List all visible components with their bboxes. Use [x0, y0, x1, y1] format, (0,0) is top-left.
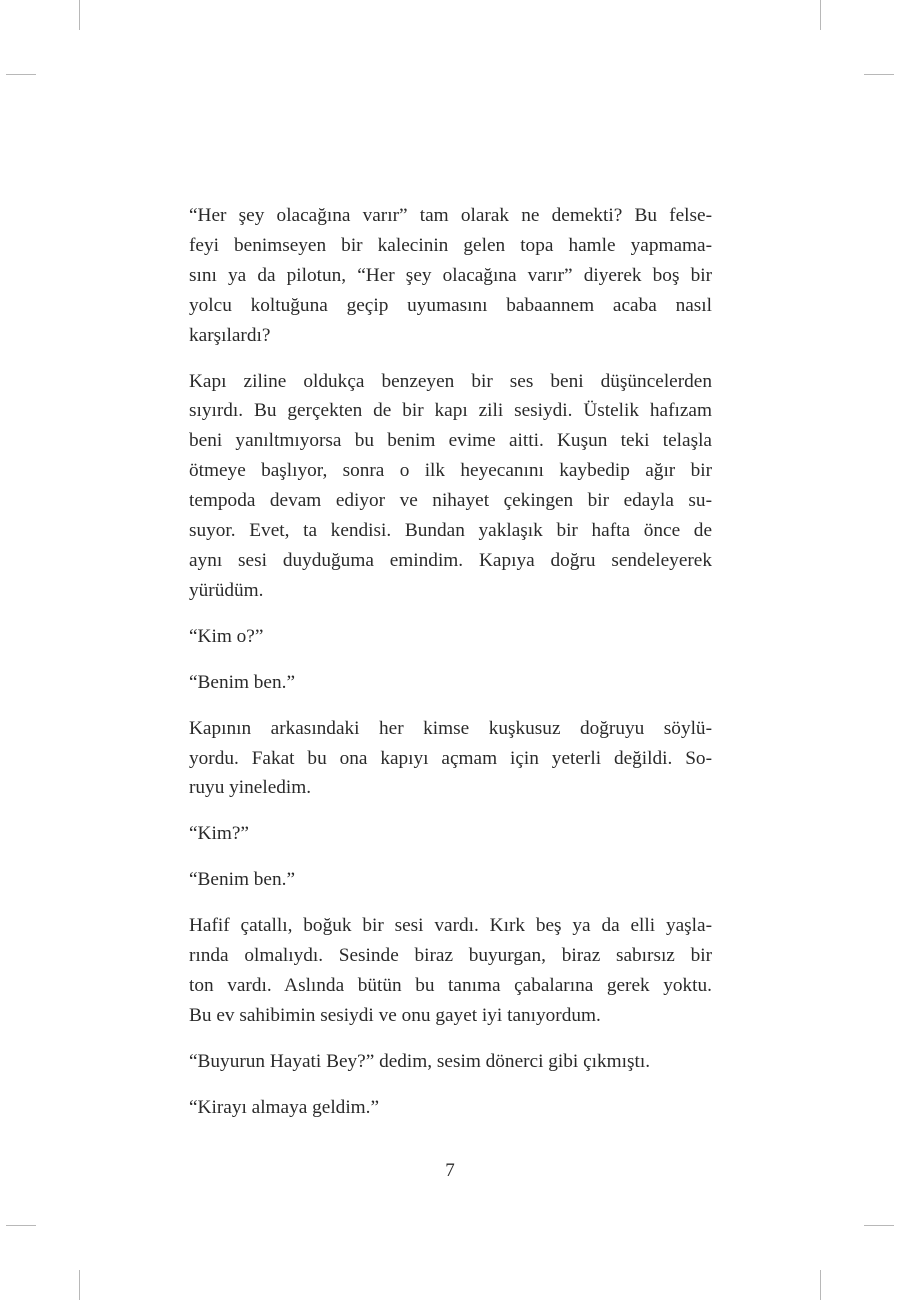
paragraph — [189, 819, 712, 849]
text-line: “Buyurun Hayati Bey?” dedim, sesim dönerci gibi çıkmıştı. — [189, 1050, 651, 1072]
crop-mark-top-right-vertical — [820, 0, 821, 30]
crop-mark-top-left-horizontal — [6, 74, 36, 75]
text-line: “Kim?” — [189, 823, 249, 845]
paragraph — [189, 714, 712, 804]
text-line: Kapının arkasındaki her kimse kuşkusuz doğruyu söylü- — [189, 717, 712, 739]
text-line: ton vardı. Aslında bütün bu tanıma çabalarına gerek yoktu. — [189, 974, 712, 996]
body-text — [189, 201, 712, 1139]
crop-mark-top-right-horizontal — [864, 74, 894, 75]
text-line: feyi benimseyen bir kalecinin gelen topa hamle yapmama- — [189, 234, 712, 256]
text-line: sıyırdı. Bu gerçekten de bir kapı zili sesiydi. Üstelik hafızam — [189, 400, 712, 422]
crop-mark-bottom-right-horizontal — [864, 1225, 894, 1226]
text-line: ruyu yineledim. — [189, 777, 312, 799]
text-line: Bu ev sahibimin sesiydi ve onu gayet iyi tanıyordum. — [189, 1004, 601, 1026]
text-line: aynı sesi duyduğuma emindim. Kapıya doğru sendeleyerek — [189, 549, 712, 571]
paragraph — [189, 911, 712, 1031]
paragraph — [189, 201, 712, 351]
text-line: “Benim ben.” — [189, 671, 296, 693]
paragraph — [189, 865, 712, 895]
paragraph — [189, 1093, 712, 1123]
text-line: yürüdüm. — [189, 579, 264, 601]
text-line: yordu. Fakat bu ona kapıyı açmam için yeterli değildi. So- — [189, 747, 712, 769]
page-number: 7 — [445, 1160, 455, 1181]
text-line: tempoda devam ediyor ve nihayet çekingen bir edayla su- — [189, 490, 712, 512]
text-line: sını ya da pilotun, “Her şey olacağına varır” diyerek boş bir — [189, 264, 712, 286]
text-line: suyor. Evet, ta kendisi. Bundan yaklaşık bir hafta önce de — [189, 520, 712, 542]
text-line: “Kim o?” — [189, 625, 264, 647]
text-line: “Benim ben.” — [189, 869, 296, 891]
text-line: beni yanıltmıyorsa bu benim evime aitti. Kuşun teki telaşla — [189, 430, 712, 452]
paragraph — [189, 1047, 712, 1077]
text-line: karşılardı? — [189, 324, 271, 346]
text-line: rında olmalıydı. Sesinde biraz buyurgan, biraz sabırsız bir — [189, 945, 712, 967]
text-line: “Her şey olacağına varır” tam olarak ne demekti? Bu felse- — [189, 205, 712, 226]
paragraph — [189, 367, 712, 606]
text-line: Hafif çatallı, boğuk bir sesi vardı. Kırk beş ya da elli yaşla- — [189, 915, 712, 937]
crop-mark-bottom-left-horizontal — [6, 1225, 36, 1226]
crop-mark-bottom-left-vertical — [79, 1270, 80, 1300]
crop-mark-top-left-vertical — [79, 0, 80, 30]
text-line: Kapı ziline oldukça benzeyen bir ses beni düşüncelerden — [189, 370, 712, 392]
paragraph — [189, 622, 712, 652]
text-line: yolcu koltuğuna geçip uyumasını babaannem acaba nasıl — [189, 294, 712, 316]
paragraph — [189, 668, 712, 698]
text-line: ötmeye başlıyor, sonra o ilk heyecanını kaybedip ağır bir — [189, 460, 712, 482]
crop-mark-bottom-right-vertical — [820, 1270, 821, 1300]
text-line: “Kirayı almaya geldim.” — [189, 1096, 380, 1118]
